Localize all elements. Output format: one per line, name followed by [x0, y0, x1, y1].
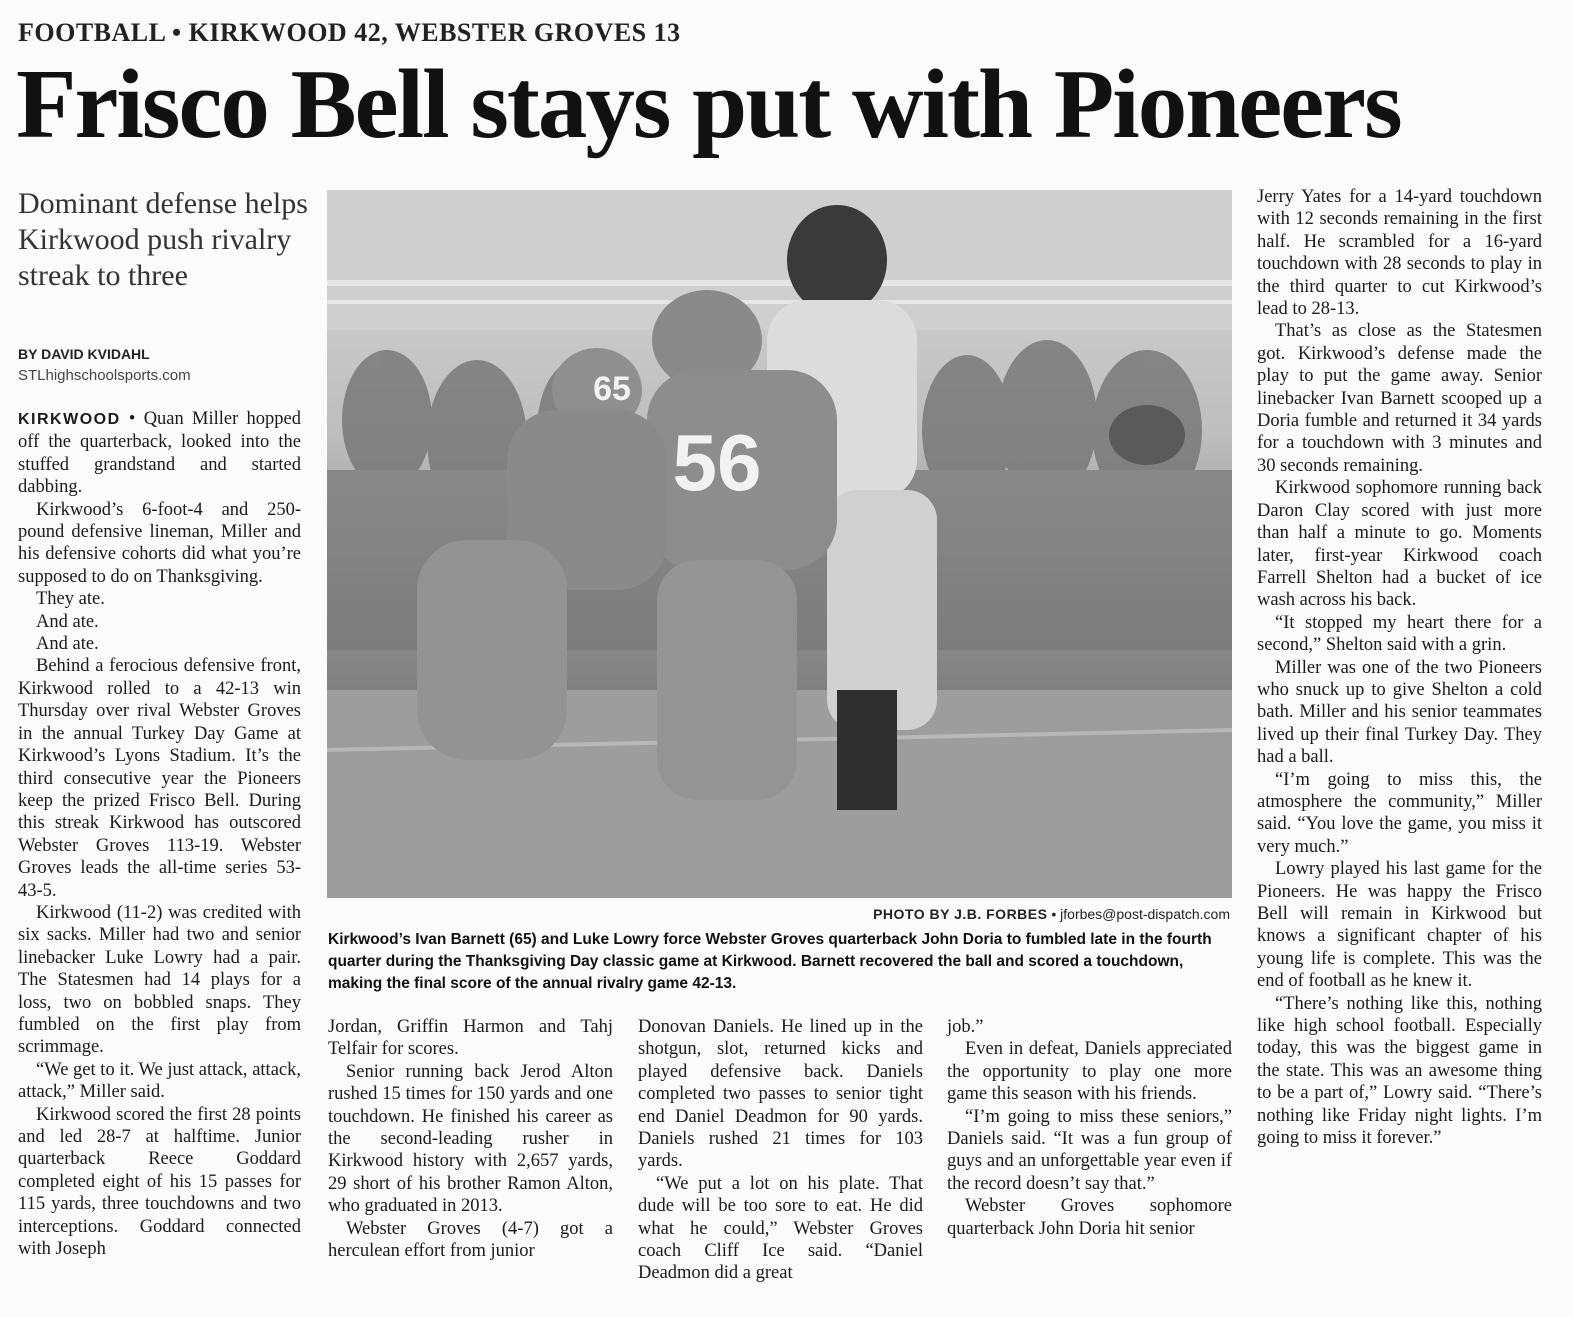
paragraph: Jordan, Griffin Harmon and Tahj Telfair for scores. — [328, 1017, 613, 1060]
paragraph: “I’m going to miss this, the atmosphere the community,” Miller said. “You love the game, you miss it very much.” — [1257, 769, 1542, 857]
article-column-3 — [638, 1016, 923, 1285]
paragraph: They ate. — [36, 589, 105, 610]
byline-source: STLhighschoolsports.com — [18, 367, 191, 384]
paragraph: That’s as close as the Statesmen got. Kirkwood’s defense made the play to put the game away. Senior linebacker Ivan Barnett scooped up a Doria fumble and returned it 34 yards for a touchdown with 3 minutes and 30 seconds remaining. — [1257, 321, 1542, 476]
paragraph: Kirkwood (11-2) was credited with six sacks. Miller had two and senior linebacker Luke Lowry had a pair. The Statesmen had 14 plays for a loss, two on bobbled snaps. They fumbled on the first play from scrimmage. — [18, 902, 301, 1058]
photo-credit-separator: • — [1047, 906, 1061, 922]
paragraph: Behind a ferocious defensive front, Kirkwood rolled to a 42-13 win Thursday over rival Webster Groves in the annual Turkey Day Game at Kirkwood’s Lyons Stadium. It’s the third consecutive year the Pioneers keep the prized Frisco Bell. During this streak Kirkwood has outscored Webster Groves 113-19. Webster Groves leads the all-time series 53-43-5. — [18, 656, 301, 901]
paragraph: “We get to it. We just attack, attack, attack,” Miller said. — [18, 1059, 301, 1103]
paragraph: Webster Groves sophomore quarterback John Doria hit senior — [947, 1196, 1232, 1239]
paragraph: Kirkwood’s 6-foot-4 and 250-pound defensive lineman, Miller and his defensive cohorts did what you’re supposed to do on Thanksgiving. — [18, 499, 301, 587]
dateline-separator: • — [120, 409, 144, 429]
paragraph: “We put a lot on his plate. That dude will be too sore to eat. He did what he could,” Webster Groves coach Cliff Ice said. “Daniel Deadmon did a great — [638, 1173, 923, 1284]
paragraph-text: Quan Miller hopped off the quarterback, looked into the stuffed grandstand and started dabbing. — [18, 409, 301, 498]
paragraph: Senior running back Jerod Alton rushed 15 times for 150 yards and one touchdown. He finished his career as the second-leading rusher in Kirkwood history with 2,657 yards, 29 short of his brother Ramon Alton, who graduated in 2013. — [328, 1061, 613, 1217]
article-column-4 — [947, 1016, 1232, 1240]
paragraph: job.” — [947, 1017, 984, 1037]
photo-credit — [327, 906, 1230, 922]
photo-credit-email: jforbes@post-dispatch.com — [1060, 906, 1230, 922]
jersey-number-65: 65 — [593, 370, 631, 408]
byline: BY DAVID KVIDAHL — [18, 346, 150, 362]
football-icon — [1109, 405, 1185, 465]
photo-credit-label: PHOTO BY J.B. FORBES — [873, 906, 1048, 922]
paragraph: Jerry Yates for a 14-yard touchdown with 12 seconds remaining in the first half. He scrambled for a 16-yard touchdown with 28 seconds to play in the third quarter to cut Kirkwood’s lead to 28-13. — [1257, 187, 1542, 320]
paragraph: Kirkwood sophomore running back Daron Clay scored with just more than half a minute to go. Moments later, first-year Kirkwood coach Farrell Shelton had a bucket of ice wash across his back. — [1257, 478, 1542, 611]
paragraph: “It stopped my heart there for a second,” Shelton said with a grin. — [1257, 612, 1542, 656]
jersey-number-56: 56 — [672, 418, 762, 507]
paragraph: Miller was one of the two Pioneers who snuck up to give Shelton a cold bath. Miller and his senior teammates lived up their final Turkey Day. They had a ball. — [1257, 657, 1542, 768]
paragraph: “There’s nothing like this, nothing like high school football. Especially today, this was the biggest game in the state. This was an awesome thing to be a part of,” Lowry said. “There’s nothing like Friday night lights. I’m going to miss it forever.” — [1257, 993, 1542, 1149]
photo-caption: Kirkwood’s Ivan Barnett (65) and Luke Lowry force Webster Groves quarterback John Doria to fumbled late in the fourth quarter during the Thanksgiving Day classic game at Kirkwood. Barnett recovered the ball and scored a touchdown, making the final score of the annual rivalry game 42-13. — [328, 931, 1212, 992]
photo-illustration — [327, 190, 1232, 898]
headline: Frisco Bell stays put with Pioneers — [16, 50, 1401, 159]
paragraph: Even in defeat, Daniels appreciated the opportunity to play one more game this season with his friends. — [947, 1039, 1232, 1105]
paragraph: “I’m going to miss these seniors,” Daniels said. “It was a fun group of guys and an unforgettable year even if the record doesn’t say that.” — [947, 1106, 1232, 1194]
article-column-5 — [1257, 186, 1542, 1149]
article-column-1 — [18, 408, 301, 1260]
article-column-2 — [328, 1016, 613, 1262]
section-kicker: FOOTBALL • KIRKWOOD 42, WEBSTER GROVES 13 — [18, 18, 681, 47]
paragraph: And ate. — [36, 634, 99, 655]
subheadline: Dominant defense helps Kirkwood push rivalry streak to three — [18, 187, 308, 292]
paragraph: Lowry played his last game for the Pioneers. He was happy the Frisco Bell will remain in Kirkwood but knows a significant chapter of his young life is complete. This was the end of football as he knew it. — [1257, 859, 1542, 992]
paragraph: Donovan Daniels. He lined up in the shotgun, slot, returned kicks and played defensive back. Daniels completed two passes to senior tight end Daniel Deadmon for 90 yards. Daniels rushed 21 times for 103 yards. — [638, 1017, 923, 1172]
paragraph: Kirkwood scored the first 28 points and led 28-7 at halftime. Junior quarterback Reece Goddard completed eight of his 15 passes for 115 yards, three touchdowns and two interceptions. Goddard connected with Joseph — [18, 1104, 301, 1260]
game-photo — [327, 190, 1232, 898]
paragraph: And ate. — [36, 611, 99, 632]
paragraph: Webster Groves (4-7) got a herculean effort from junior — [328, 1218, 613, 1262]
paragraph — [18, 408, 301, 499]
dateline: KIRKWOOD — [18, 411, 121, 428]
